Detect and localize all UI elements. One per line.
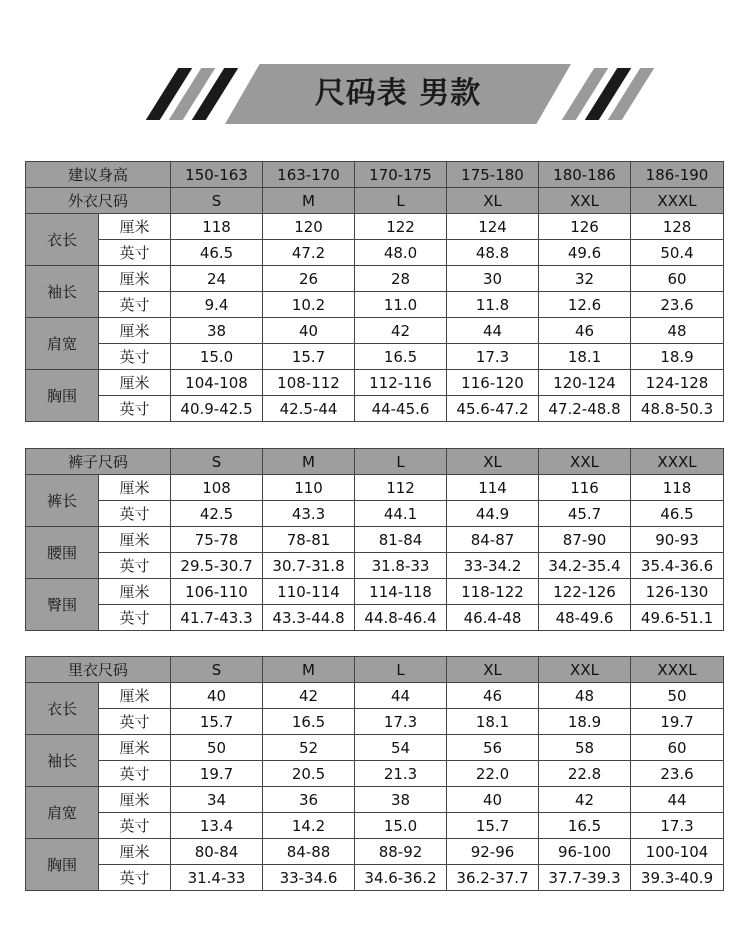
value-cell: 35.4-36.6 <box>631 553 724 579</box>
value-cell: 40 <box>263 318 355 344</box>
size-cell: L <box>355 449 447 475</box>
unit-cm-label: 厘米 <box>99 579 171 605</box>
value-cell: 10.2 <box>263 292 355 318</box>
height-cell: 175-180 <box>447 162 539 188</box>
value-cell: 22.8 <box>539 761 631 787</box>
value-cell: 112 <box>355 475 447 501</box>
size-cell: S <box>171 188 263 214</box>
value-cell: 44-45.6 <box>355 396 447 422</box>
value-cell: 52 <box>263 735 355 761</box>
value-cell: 92-96 <box>447 839 539 865</box>
unit-inch-label: 英寸 <box>99 761 171 787</box>
unit-inch-label: 英寸 <box>99 813 171 839</box>
value-cell: 120 <box>263 214 355 240</box>
value-cell: 28 <box>355 266 447 292</box>
value-cell: 124 <box>447 214 539 240</box>
measure-row-inch <box>26 344 724 370</box>
unit-inch-label: 英寸 <box>99 553 171 579</box>
value-cell: 90-93 <box>631 527 724 553</box>
size-label: 裤子尺码 <box>26 449 171 475</box>
value-cell: 44 <box>447 318 539 344</box>
value-cell: 33-34.6 <box>263 865 355 891</box>
value-cell: 14.2 <box>263 813 355 839</box>
measure-row-cm <box>26 527 724 553</box>
value-cell: 44.8-46.4 <box>355 605 447 631</box>
size-cell: XXL <box>539 449 631 475</box>
value-cell: 118 <box>171 214 263 240</box>
unit-inch-label: 英寸 <box>99 865 171 891</box>
measure-row-cm <box>26 370 724 396</box>
value-cell: 48.8 <box>447 240 539 266</box>
measure-name: 腰围 <box>26 527 99 579</box>
value-cell: 48 <box>631 318 724 344</box>
measure-name: 袖长 <box>26 735 99 787</box>
unit-inch-label: 英寸 <box>99 344 171 370</box>
value-cell: 48 <box>539 683 631 709</box>
measure-row-inch <box>26 396 724 422</box>
measure-row-inch <box>26 553 724 579</box>
value-cell: 48-49.6 <box>539 605 631 631</box>
value-cell: 122-126 <box>539 579 631 605</box>
value-cell: 116 <box>539 475 631 501</box>
unit-cm-label: 厘米 <box>99 787 171 813</box>
measure-name: 臀围 <box>26 579 99 631</box>
value-cell: 49.6 <box>539 240 631 266</box>
measure-name: 袖长 <box>26 266 99 318</box>
measure-row-cm <box>26 735 724 761</box>
value-cell: 49.6-51.1 <box>631 605 724 631</box>
value-cell: 112-116 <box>355 370 447 396</box>
value-cell: 126 <box>539 214 631 240</box>
measure-row-inch <box>26 292 724 318</box>
value-cell: 80-84 <box>171 839 263 865</box>
unit-inch-label: 英寸 <box>99 709 171 735</box>
size-cell: XL <box>447 657 539 683</box>
value-cell: 128 <box>631 214 724 240</box>
size-cell: S <box>171 657 263 683</box>
value-cell: 18.1 <box>447 709 539 735</box>
value-cell: 106-110 <box>171 579 263 605</box>
height-cell: 180-186 <box>539 162 631 188</box>
value-cell: 88-92 <box>355 839 447 865</box>
value-cell: 46.4-48 <box>447 605 539 631</box>
value-cell: 11.0 <box>355 292 447 318</box>
unit-cm-label: 厘米 <box>99 735 171 761</box>
measure-row-cm <box>26 787 724 813</box>
measure-row-inch <box>26 865 724 891</box>
height-label: 建议身高 <box>26 162 171 188</box>
value-cell: 15.7 <box>263 344 355 370</box>
value-cell: 47.2-48.8 <box>539 396 631 422</box>
size-cell: L <box>355 657 447 683</box>
value-cell: 56 <box>447 735 539 761</box>
size-label: 外衣尺码 <box>26 188 171 214</box>
value-cell: 42 <box>539 787 631 813</box>
value-cell: 84-88 <box>263 839 355 865</box>
value-cell: 40.9-42.5 <box>171 396 263 422</box>
value-cell: 17.3 <box>355 709 447 735</box>
measure-name: 裤长 <box>26 475 99 527</box>
value-cell: 9.4 <box>171 292 263 318</box>
value-cell: 38 <box>171 318 263 344</box>
value-cell: 38 <box>355 787 447 813</box>
unit-inch-label: 英寸 <box>99 240 171 266</box>
size-header-row <box>26 657 724 683</box>
value-cell: 30 <box>447 266 539 292</box>
value-cell: 26 <box>263 266 355 292</box>
value-cell: 108 <box>171 475 263 501</box>
value-cell: 18.1 <box>539 344 631 370</box>
measure-row-inch <box>26 501 724 527</box>
value-cell: 42.5-44 <box>263 396 355 422</box>
size-cell: XXXL <box>631 657 724 683</box>
size-cell: M <box>263 657 355 683</box>
value-cell: 48.0 <box>355 240 447 266</box>
value-cell: 46.5 <box>631 501 724 527</box>
measure-row-inch <box>26 240 724 266</box>
value-cell: 47.2 <box>263 240 355 266</box>
value-cell: 40 <box>171 683 263 709</box>
value-cell: 15.0 <box>355 813 447 839</box>
size-cell: M <box>263 188 355 214</box>
size-label: 里衣尺码 <box>26 657 171 683</box>
value-cell: 34 <box>171 787 263 813</box>
value-cell: 42 <box>355 318 447 344</box>
value-cell: 110-114 <box>263 579 355 605</box>
value-cell: 37.7-39.3 <box>539 865 631 891</box>
size-cell: S <box>171 449 263 475</box>
value-cell: 124-128 <box>631 370 724 396</box>
value-cell: 42 <box>263 683 355 709</box>
value-cell: 45.7 <box>539 501 631 527</box>
value-cell: 34.6-36.2 <box>355 865 447 891</box>
value-cell: 24 <box>171 266 263 292</box>
value-cell: 50 <box>631 683 724 709</box>
value-cell: 114 <box>447 475 539 501</box>
value-cell: 18.9 <box>631 344 724 370</box>
height-cell: 150-163 <box>171 162 263 188</box>
value-cell: 32 <box>539 266 631 292</box>
value-cell: 31.8-33 <box>355 553 447 579</box>
measure-name: 胸围 <box>26 370 99 422</box>
measure-row-cm <box>26 475 724 501</box>
size-cell: XXL <box>539 657 631 683</box>
value-cell: 16.5 <box>539 813 631 839</box>
size-header-row <box>26 449 724 475</box>
value-cell: 50.4 <box>631 240 724 266</box>
value-cell: 16.5 <box>355 344 447 370</box>
unit-inch-label: 英寸 <box>99 396 171 422</box>
value-cell: 104-108 <box>171 370 263 396</box>
value-cell: 40 <box>447 787 539 813</box>
value-cell: 46.5 <box>171 240 263 266</box>
value-cell: 44.9 <box>447 501 539 527</box>
value-cell: 19.7 <box>631 709 724 735</box>
measure-row-inch <box>26 605 724 631</box>
size-cell: M <box>263 449 355 475</box>
height-row <box>26 162 724 188</box>
value-cell: 21.3 <box>355 761 447 787</box>
value-cell: 42.5 <box>171 501 263 527</box>
measure-row-inch <box>26 813 724 839</box>
unit-cm-label: 厘米 <box>99 683 171 709</box>
value-cell: 110 <box>263 475 355 501</box>
value-cell: 20.5 <box>263 761 355 787</box>
value-cell: 18.9 <box>539 709 631 735</box>
value-cell: 17.3 <box>631 813 724 839</box>
value-cell: 114-118 <box>355 579 447 605</box>
value-cell: 23.6 <box>631 292 724 318</box>
value-cell: 16.5 <box>263 709 355 735</box>
value-cell: 81-84 <box>355 527 447 553</box>
jacket-size-table <box>25 161 724 422</box>
unit-cm-label: 厘米 <box>99 370 171 396</box>
value-cell: 122 <box>355 214 447 240</box>
measure-name: 衣长 <box>26 683 99 735</box>
value-cell: 23.6 <box>631 761 724 787</box>
size-cell: XXXL <box>631 188 724 214</box>
measure-row-cm <box>26 266 724 292</box>
value-cell: 44 <box>355 683 447 709</box>
value-cell: 43.3 <box>263 501 355 527</box>
size-cell: XL <box>447 449 539 475</box>
value-cell: 43.3-44.8 <box>263 605 355 631</box>
value-cell: 31.4-33 <box>171 865 263 891</box>
value-cell: 44.1 <box>355 501 447 527</box>
measure-row-cm <box>26 839 724 865</box>
height-cell: 163-170 <box>263 162 355 188</box>
value-cell: 84-87 <box>447 527 539 553</box>
measure-row-inch <box>26 709 724 735</box>
value-cell: 87-90 <box>539 527 631 553</box>
unit-cm-label: 厘米 <box>99 527 171 553</box>
measure-name: 胸围 <box>26 839 99 891</box>
height-cell: 186-190 <box>631 162 724 188</box>
value-cell: 13.4 <box>171 813 263 839</box>
unit-inch-label: 英寸 <box>99 292 171 318</box>
height-cell: 170-175 <box>355 162 447 188</box>
value-cell: 50 <box>171 735 263 761</box>
value-cell: 15.7 <box>447 813 539 839</box>
page-title: 尺码表 男款 <box>314 76 482 111</box>
value-cell: 118-122 <box>447 579 539 605</box>
value-cell: 48.8-50.3 <box>631 396 724 422</box>
value-cell: 33-34.2 <box>447 553 539 579</box>
value-cell: 22.0 <box>447 761 539 787</box>
inner-size-table <box>25 656 724 891</box>
value-cell: 12.6 <box>539 292 631 318</box>
pants-size-table <box>25 448 724 631</box>
measure-name: 肩宽 <box>26 318 99 370</box>
value-cell: 39.3-40.9 <box>631 865 724 891</box>
value-cell: 29.5-30.7 <box>171 553 263 579</box>
measure-row-cm <box>26 683 724 709</box>
size-cell: L <box>355 188 447 214</box>
measure-row-inch <box>26 761 724 787</box>
value-cell: 78-81 <box>263 527 355 553</box>
value-cell: 19.7 <box>171 761 263 787</box>
unit-cm-label: 厘米 <box>99 214 171 240</box>
measure-name: 肩宽 <box>26 787 99 839</box>
unit-inch-label: 英寸 <box>99 605 171 631</box>
value-cell: 15.0 <box>171 344 263 370</box>
value-cell: 116-120 <box>447 370 539 396</box>
measure-row-cm <box>26 214 724 240</box>
value-cell: 17.3 <box>447 344 539 370</box>
value-cell: 46 <box>539 318 631 344</box>
value-cell: 15.7 <box>171 709 263 735</box>
value-cell: 60 <box>631 735 724 761</box>
unit-cm-label: 厘米 <box>99 266 171 292</box>
size-cell: XL <box>447 188 539 214</box>
value-cell: 11.8 <box>447 292 539 318</box>
unit-cm-label: 厘米 <box>99 475 171 501</box>
value-cell: 100-104 <box>631 839 724 865</box>
value-cell: 126-130 <box>631 579 724 605</box>
value-cell: 108-112 <box>263 370 355 396</box>
value-cell: 120-124 <box>539 370 631 396</box>
size-cell: XXXL <box>631 449 724 475</box>
unit-inch-label: 英寸 <box>99 501 171 527</box>
size-header-row <box>26 188 724 214</box>
measure-row-cm <box>26 579 724 605</box>
value-cell: 60 <box>631 266 724 292</box>
value-cell: 36.2-37.7 <box>447 865 539 891</box>
measure-row-cm <box>26 318 724 344</box>
value-cell: 58 <box>539 735 631 761</box>
value-cell: 46 <box>447 683 539 709</box>
value-cell: 44 <box>631 787 724 813</box>
value-cell: 54 <box>355 735 447 761</box>
title-banner <box>0 64 750 124</box>
value-cell: 96-100 <box>539 839 631 865</box>
value-cell: 118 <box>631 475 724 501</box>
value-cell: 45.6-47.2 <box>447 396 539 422</box>
value-cell: 30.7-31.8 <box>263 553 355 579</box>
measure-name: 衣长 <box>26 214 99 266</box>
value-cell: 41.7-43.3 <box>171 605 263 631</box>
unit-cm-label: 厘米 <box>99 318 171 344</box>
unit-cm-label: 厘米 <box>99 839 171 865</box>
value-cell: 34.2-35.4 <box>539 553 631 579</box>
value-cell: 36 <box>263 787 355 813</box>
value-cell: 75-78 <box>171 527 263 553</box>
size-cell: XXL <box>539 188 631 214</box>
